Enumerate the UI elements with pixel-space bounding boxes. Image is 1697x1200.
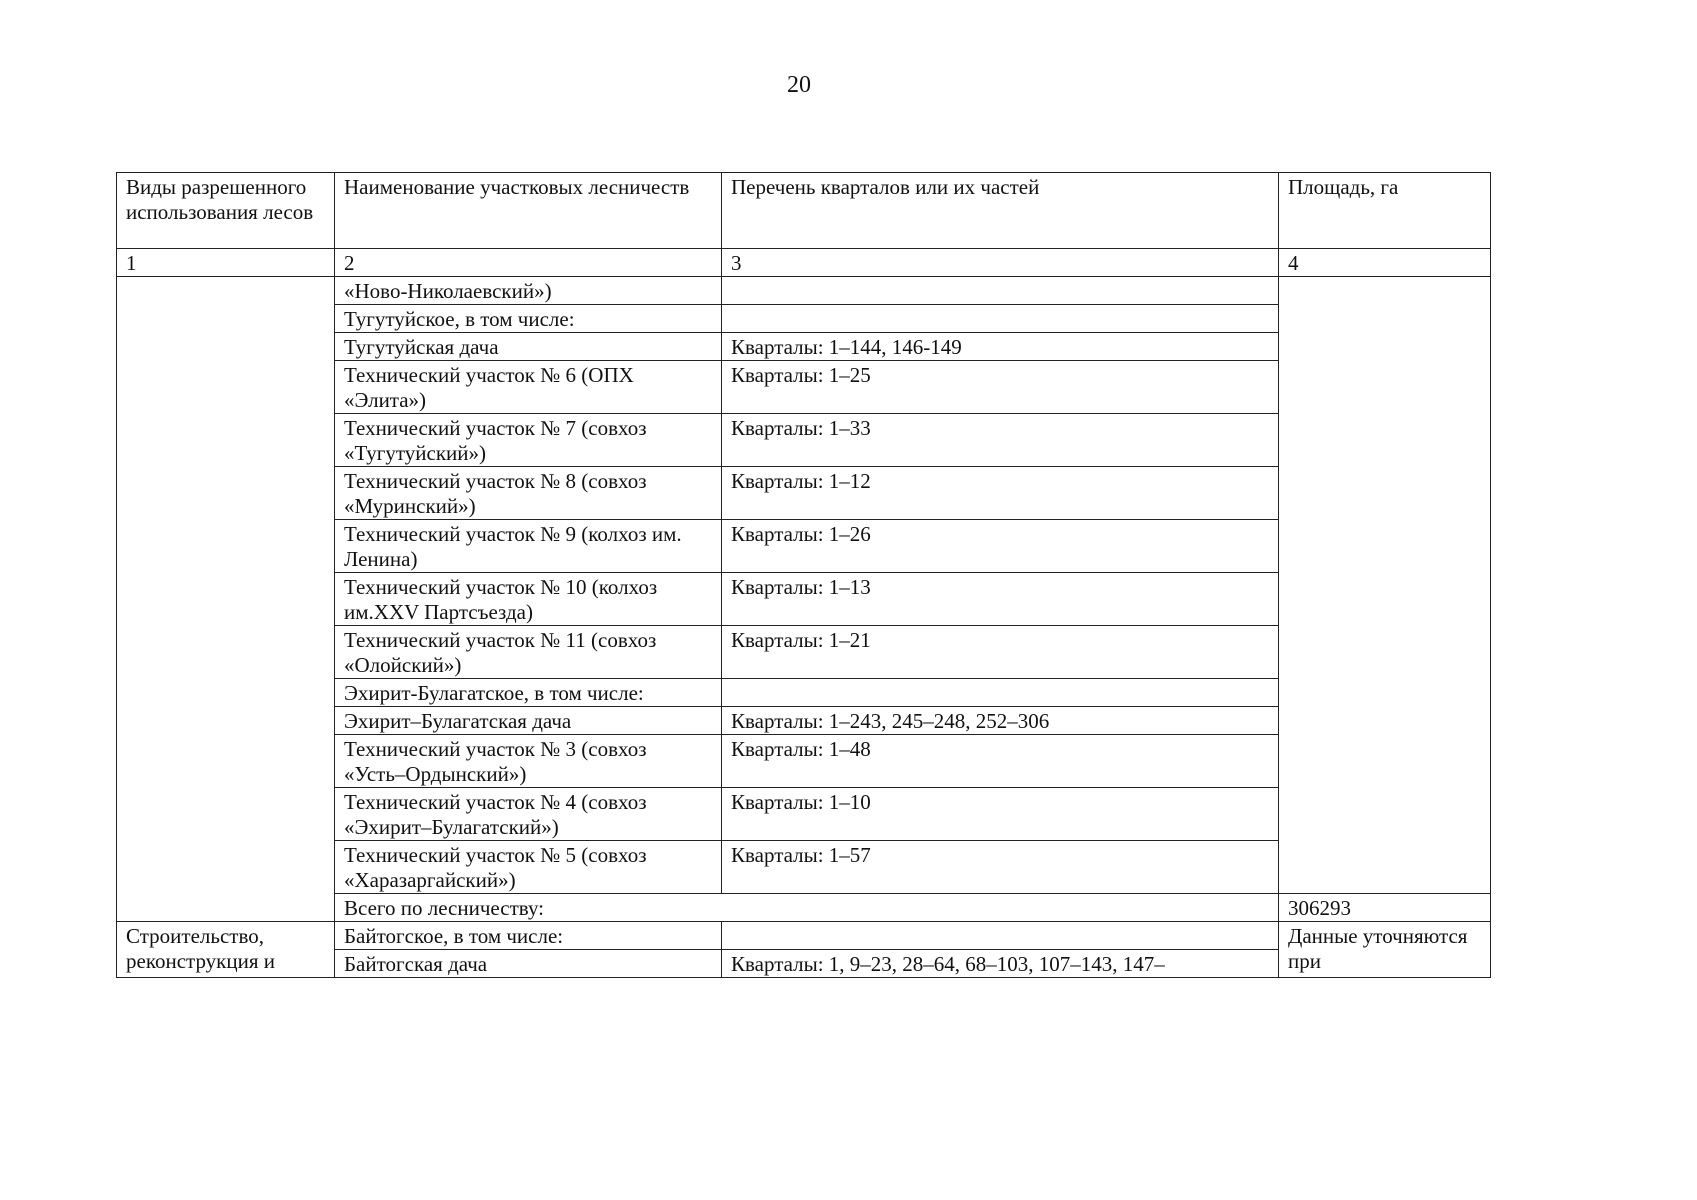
forestry-name: Технический участок № 9 (колхоз им. Ленина) xyxy=(335,520,722,573)
quarters-cell xyxy=(722,277,1279,305)
quarters-cell: Кварталы: 1–26 xyxy=(722,520,1279,573)
column-number: 3 xyxy=(722,249,1279,277)
forestry-name: Байтогская дача xyxy=(335,950,722,978)
forestry-name: Технический участок № 3 (совхоз «Усть–Ордынский») xyxy=(335,735,722,788)
forestry-name: Технический участок № 8 (совхоз «Муринский») xyxy=(335,467,722,520)
column-number: 2 xyxy=(335,249,722,277)
quarters-cell: Кварталы: 1, 9–23, 28–64, 68–103, 107–143, 147– xyxy=(722,950,1279,978)
forestry-name: Тугутуйское, в том числе: xyxy=(335,305,722,333)
page-number: 20 xyxy=(787,72,811,98)
quarters-cell: Кварталы: 1–10 xyxy=(722,788,1279,841)
quarters-cell: Кварталы: 1–21 xyxy=(722,626,1279,679)
forestry-name: Тугутуйская дача xyxy=(335,333,722,361)
table-row xyxy=(117,922,1491,950)
quarters-cell: Кварталы: 1–144, 146-149 xyxy=(722,333,1279,361)
forestry-name: Эхирит-Булагатское, в том числе: xyxy=(335,679,722,707)
quarters-cell xyxy=(722,305,1279,333)
quarters-cell xyxy=(722,922,1279,950)
usage-type-cell-empty xyxy=(117,277,335,922)
header-usage-types: Виды разрешенного использования лесов xyxy=(117,173,335,249)
quarters-cell: Кварталы: 1–13 xyxy=(722,573,1279,626)
table-header-row xyxy=(117,173,1491,249)
quarters-cell: Кварталы: 1–25 xyxy=(722,361,1279,414)
total-label: Всего по лесничеству: xyxy=(335,894,1279,922)
forestry-name: «Ново-Николаевский») xyxy=(335,277,722,305)
area-cell-empty xyxy=(1279,277,1491,894)
table-row xyxy=(117,277,1491,305)
area-note: Данные уточняются при xyxy=(1279,922,1491,978)
forestry-name: Технический участок № 7 (совхоз «Тугутуйский») xyxy=(335,414,722,467)
column-number: 4 xyxy=(1279,249,1491,277)
total-area: 306293 xyxy=(1279,894,1491,922)
quarters-cell: Кварталы: 1–48 xyxy=(722,735,1279,788)
forestry-name: Технический участок № 11 (совхоз «Олойский») xyxy=(335,626,722,679)
forestry-name: Технический участок № 10 (колхоз им.XXV Партсъезда) xyxy=(335,573,722,626)
forestry-name: Эхирит–Булагатская дача xyxy=(335,707,722,735)
forestry-name: Технический участок № 6 (ОПХ «Элита») xyxy=(335,361,722,414)
usage-type: Строительство, реконструкция и xyxy=(117,922,335,978)
quarters-cell xyxy=(722,679,1279,707)
header-forestry-names: Наименование участковых лесничеств xyxy=(335,173,722,249)
forestry-name: Технический участок № 5 (совхоз «Харазаргайский») xyxy=(335,841,722,894)
column-number-row xyxy=(117,249,1491,277)
forest-quarters-table xyxy=(116,172,1491,978)
forestry-name: Технический участок № 4 (совхоз «Эхирит–Булагатский») xyxy=(335,788,722,841)
forestry-name: Байтогское, в том числе: xyxy=(335,922,722,950)
quarters-cell: Кварталы: 1–33 xyxy=(722,414,1279,467)
header-quarters-list: Перечень кварталов или их частей xyxy=(722,173,1279,249)
quarters-cell: Кварталы: 1–12 xyxy=(722,467,1279,520)
header-area: Площадь, га xyxy=(1279,173,1491,249)
column-number: 1 xyxy=(117,249,335,277)
quarters-cell: Кварталы: 1–243, 245–248, 252–306 xyxy=(722,707,1279,735)
quarters-cell: Кварталы: 1–57 xyxy=(722,841,1279,894)
